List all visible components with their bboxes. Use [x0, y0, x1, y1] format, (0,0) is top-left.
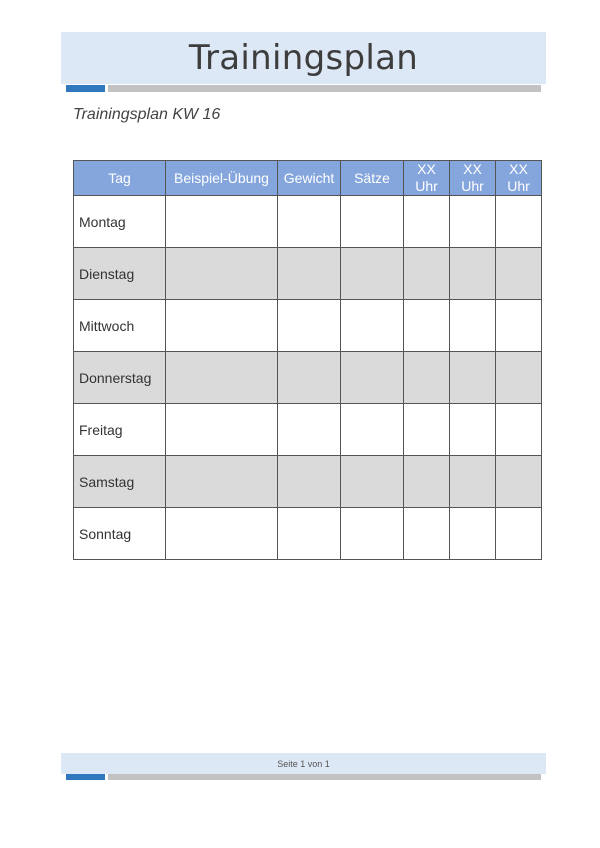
exercise-cell[interactable]	[166, 300, 278, 352]
exercise-cell[interactable]	[166, 456, 278, 508]
time-cell[interactable]	[496, 508, 542, 560]
table-header-row	[74, 161, 542, 196]
day-cell-dienstag: Dienstag	[74, 248, 166, 300]
time-cell[interactable]	[404, 404, 450, 456]
table-row	[74, 404, 542, 456]
weight-cell[interactable]	[278, 300, 341, 352]
table-row	[74, 196, 542, 248]
weight-cell[interactable]	[278, 404, 341, 456]
column-header-tag: Tag	[74, 161, 166, 196]
day-cell-freitag: Freitag	[74, 404, 166, 456]
page-number: Seite 1 von 1	[277, 758, 330, 769]
weight-cell[interactable]	[278, 196, 341, 248]
time-cell[interactable]	[450, 248, 496, 300]
time-cell[interactable]	[450, 300, 496, 352]
table-row	[74, 456, 542, 508]
time-cell[interactable]	[404, 196, 450, 248]
table-row	[74, 352, 542, 404]
time-cell[interactable]	[404, 508, 450, 560]
exercise-cell[interactable]	[166, 404, 278, 456]
footer-divider-bar	[108, 774, 541, 780]
table-row	[74, 508, 542, 560]
time-cell[interactable]	[450, 508, 496, 560]
page-title: Trainingsplan	[188, 38, 419, 78]
sets-cell[interactable]	[341, 300, 404, 352]
weight-cell[interactable]	[278, 456, 341, 508]
column-header-weight: Gewicht	[278, 161, 341, 196]
header-divider-bar	[108, 85, 541, 92]
time-cell[interactable]	[496, 196, 542, 248]
header-accent-bar	[66, 85, 105, 92]
training-table	[73, 160, 542, 560]
day-cell-sonntag: Sonntag	[74, 508, 166, 560]
time-cell[interactable]	[450, 196, 496, 248]
time-cell[interactable]	[496, 248, 542, 300]
time-cell[interactable]	[450, 456, 496, 508]
column-header-time-1: XX Uhr	[404, 161, 450, 196]
footer-accent-bar	[66, 774, 105, 780]
column-header-sets: Sätze	[341, 161, 404, 196]
sets-cell[interactable]	[341, 196, 404, 248]
day-cell-samstag: Samstag	[74, 456, 166, 508]
table-row	[74, 248, 542, 300]
time-cell[interactable]	[496, 352, 542, 404]
plan-subtitle: Trainingsplan KW 16	[73, 106, 221, 123]
sets-cell[interactable]	[341, 352, 404, 404]
exercise-cell[interactable]	[166, 508, 278, 560]
day-cell-donnerstag: Donnerstag	[74, 352, 166, 404]
column-header-time-3: XX Uhr	[496, 161, 542, 196]
time-cell[interactable]	[496, 300, 542, 352]
footer-band	[61, 753, 546, 774]
time-cell[interactable]	[496, 404, 542, 456]
day-cell-mittwoch: Mittwoch	[74, 300, 166, 352]
exercise-cell[interactable]	[166, 248, 278, 300]
weight-cell[interactable]	[278, 352, 341, 404]
time-cell[interactable]	[450, 404, 496, 456]
sets-cell[interactable]	[341, 508, 404, 560]
table-row	[74, 300, 542, 352]
weight-cell[interactable]	[278, 508, 341, 560]
weight-cell[interactable]	[278, 248, 341, 300]
time-cell[interactable]	[404, 456, 450, 508]
time-cell[interactable]	[404, 248, 450, 300]
exercise-cell[interactable]	[166, 196, 278, 248]
exercise-cell[interactable]	[166, 352, 278, 404]
time-cell[interactable]	[404, 352, 450, 404]
header-band	[61, 32, 546, 84]
sets-cell[interactable]	[341, 456, 404, 508]
sets-cell[interactable]	[341, 248, 404, 300]
time-cell[interactable]	[450, 352, 496, 404]
time-cell[interactable]	[404, 300, 450, 352]
sets-cell[interactable]	[341, 404, 404, 456]
time-cell[interactable]	[496, 456, 542, 508]
column-header-exercise: Beispiel-Übung	[166, 161, 278, 196]
day-cell-montag: Montag	[74, 196, 166, 248]
column-header-time-2: XX Uhr	[450, 161, 496, 196]
